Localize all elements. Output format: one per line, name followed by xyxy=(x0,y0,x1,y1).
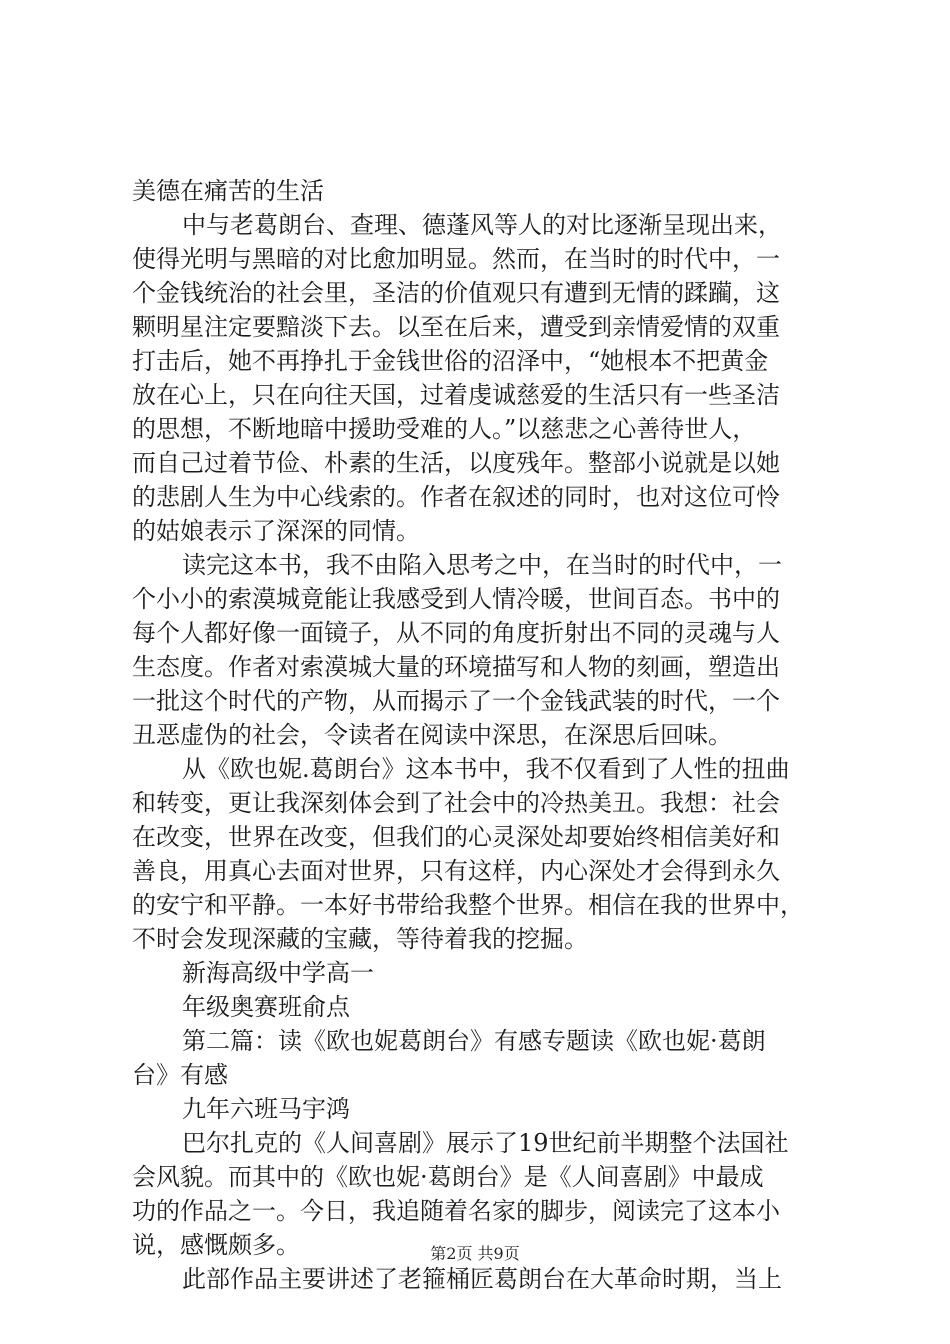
text-line: 的姑娘表示了深深的同情。 xyxy=(132,517,420,545)
text-line: 和转变，更让我深刻体会到了社会中的冷热美丑。我想：社会 xyxy=(132,789,780,817)
text-line: 从《欧也妮.葛朗台》这本书中，我不仅看到了人性的扭曲 xyxy=(182,755,790,783)
text-line: 会风貌。而其中的《欧也妮·葛朗台》是《人间喜剧》中最成 xyxy=(132,1163,764,1191)
text-line: 丑恶虚伪的社会，令读者在阅读中深思，在深思后回味。 xyxy=(132,721,732,749)
text-line: 巴尔扎克的《人间喜剧》展示了19世纪前半期整个法国社 xyxy=(182,1129,789,1157)
text-line: 善良，用真心去面对世界，只有这样，内心深处才会得到永久 xyxy=(132,857,780,885)
text-line: 在改变，世界在改变，但我们的心灵深处却要始终相信美好和 xyxy=(132,823,780,851)
text-line: 颗明星注定要黯淡下去。以至在后来，遭受到亲情爱情的双重 xyxy=(132,313,780,341)
text-line: 一批这个时代的产物，从而揭示了一个金钱武装的时代，一个 xyxy=(132,687,780,715)
text-line: 的悲剧人生为中心线索的。作者在叙述的同时，也对这位可怜 xyxy=(132,483,780,511)
text-line: 第二篇：读《欧也妮葛朗台》有感专题读《欧也妮·葛朗 xyxy=(182,1027,766,1055)
text-line: 个金钱统治的社会里，圣洁的价值观只有遭到无情的蹂躏，这 xyxy=(132,279,780,307)
text-line: 不时会发现深藏的宝藏，等待着我的挖掘。 xyxy=(132,925,588,953)
text-line: 而自己过着节俭、朴素的生活，以度残年。整部小说就是以她 xyxy=(132,449,780,477)
text-line: 新海高级中学高一 xyxy=(182,959,374,987)
text-line: 年级奥赛班俞点 xyxy=(182,993,350,1021)
text-line: 说，感慨颇多。 xyxy=(132,1231,300,1259)
text-line: 美德在痛苦的生活 xyxy=(132,177,324,205)
text-line: 中与老葛朗台、查理、德蓬风等人的对比逐渐呈现出来， xyxy=(182,211,782,239)
text-line: 使得光明与黑暗的对比愈加明显。然而，在当时的时代中，一 xyxy=(132,245,780,273)
text-line: 每个人都好像一面镜子，从不同的角度折射出不同的灵魂与人 xyxy=(132,619,780,647)
page-footer: 第2页 共9页 xyxy=(430,1244,520,1263)
text-line: 的安宁和平静。一本好书带给我整个世界。相信在我的世界中， xyxy=(132,891,804,919)
text-line: 读完这本书，我不由陷入思考之中，在当时的时代中，一 xyxy=(182,551,782,579)
text-line: 生态度。作者对索漠城大量的环境描写和人物的刻画，塑造出 xyxy=(132,653,780,681)
text-line: 此部作品主要讲述了老箍桶匠葛朗台在大革命时期，当上 xyxy=(182,1265,782,1293)
text-line: 的思想，不断地暗中援助受难的人。”以慈悲之心善待世人， xyxy=(132,415,757,443)
text-line: 放在心上，只在向往天国，过着虔诚慈爱的生活只有一些圣洁 xyxy=(132,381,780,409)
text-line: 台》有感 xyxy=(132,1061,228,1089)
text-line: 功的作品之一。今日，我追随着名家的脚步，阅读完了这本小 xyxy=(132,1197,780,1225)
text-line: 个小小的索漠城竟能让我感受到人情冷暖，世间百态。书中的 xyxy=(132,585,780,613)
text-line: 九年六班马宇鸿 xyxy=(182,1095,350,1123)
document-body xyxy=(132,174,832,1296)
text-line: 打击后，她不再挣扎于金钱世俗的沼泽中，“她根本不把黄金 xyxy=(132,347,769,375)
